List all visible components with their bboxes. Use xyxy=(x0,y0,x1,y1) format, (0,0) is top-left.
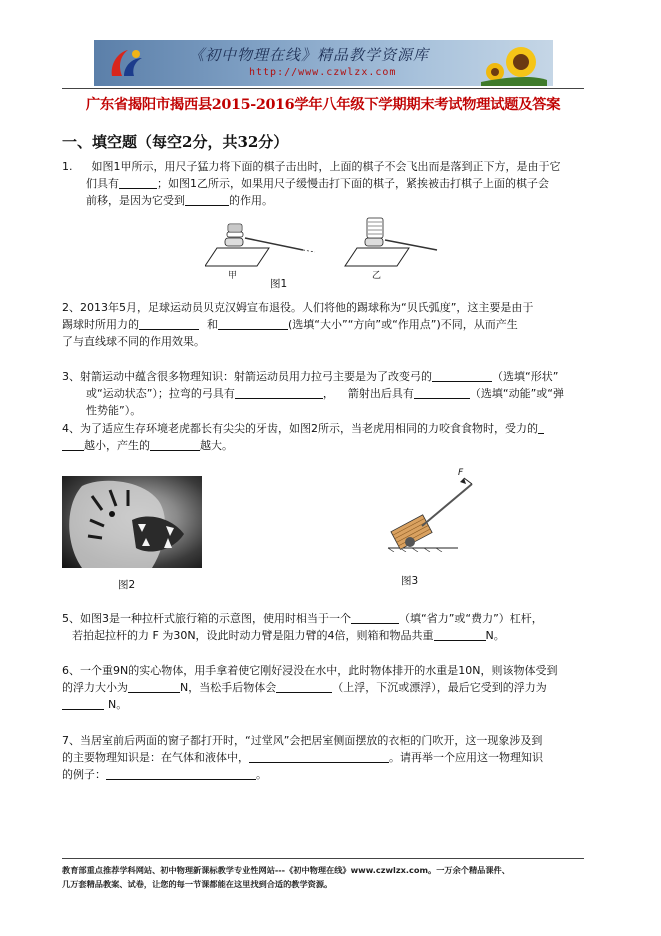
force-label: F xyxy=(458,468,464,478)
page-footer xyxy=(62,863,586,891)
question-3: 3、射箭运动中蕴含很多物理知识：射箭运动员用力拉弓主要是为了改变弓的 （选填“形状” 或“运动状态”）；拉弯的弓具有 ， 箭射出后具有 （选填“动能”或“弹 性势能”）。 xyxy=(62,370,565,417)
answer-blank[interactable] xyxy=(106,767,256,780)
header-rule xyxy=(62,88,584,89)
figure-2-caption: 图2 xyxy=(118,579,136,591)
question-5: 5、如图3是一种拉杆式旅行箱的示意图，使用时相当于一个 （填“省力”或“费力”）杠杆， 若拍起拉杆的力 F 为30N，设此时动力臂是阻力臂的4倍，则箱和物品共重 N。 xyxy=(62,612,543,642)
site-logo xyxy=(106,46,150,82)
figure-3-caption: 图3 xyxy=(401,575,419,587)
figure-1-caption: 图1 xyxy=(270,278,288,290)
answer-blank[interactable] xyxy=(185,193,229,206)
question-number: 7、 xyxy=(62,734,80,747)
question-7: 7、当居室前后两面的窗子都打开时，“过堂风”会把居室侧面摆放的衣柜的门吹开，这一现象涉及到 的主要物理知识是：在气体和液体中， 。请再举一个应用这一物理知识 的例子： 。 xyxy=(62,734,543,781)
banner-url[interactable]: http://www.czwlzx.com xyxy=(249,67,397,78)
figure-1-label-b: 乙 xyxy=(372,271,382,281)
figure-3-diagram xyxy=(386,468,478,552)
section-title: 一、填空题（每空2分，共32分） xyxy=(62,133,289,151)
question-1: 1. 如图1甲所示，用尺子猛力将下面的棋子击出时，上面的棋子不会飞出而是落到正下方，是由于它 们具有 ；如图1乙所示，如果用尺子缓慢击打下面的棋子，紧挨被击打棋子上面的棋子会 前移，是因为它受到 的作用。 xyxy=(62,160,561,207)
answer-blank[interactable] xyxy=(218,317,288,330)
answer-blank[interactable] xyxy=(235,386,323,399)
question-number: 2、 xyxy=(62,301,80,314)
figure-1-label-a: 甲 xyxy=(228,271,238,281)
answer-blank[interactable] xyxy=(351,611,399,624)
answer-blank[interactable] xyxy=(249,750,389,763)
question-number: 4、 xyxy=(62,422,80,435)
question-number: 1. xyxy=(62,160,73,173)
answer-blank[interactable] xyxy=(414,386,470,399)
answer-blank[interactable] xyxy=(62,697,104,710)
question-2: 2、2013年5月，足球运动员贝克汉姆宣布退役。人们将他的踢球称为“贝氏弧度”，这主要是由于 踢球时所用力的 和 (选填“大小”“方向”或“作用点”)不同，从而产生 了与直线球不同的作用效果。 xyxy=(62,301,534,348)
answer-blank[interactable] xyxy=(276,680,332,693)
footer-rule xyxy=(62,858,584,859)
answer-blank[interactable] xyxy=(128,680,180,693)
question-number: 3、 xyxy=(62,370,80,383)
answer-blank[interactable] xyxy=(432,369,492,382)
site-banner[interactable] xyxy=(94,40,553,86)
sunflower-icon xyxy=(481,42,547,86)
question-6: 6、一个重9N的实心物体，用手拿着使它刚好浸没在水中，此时物体排开的水重是10N，则该物体受到 的浮力大小为 N，当松手后物体会 （上浮，下沉或漂浮），最后它受到的浮力为 N。 xyxy=(62,664,558,711)
question-number: 6、 xyxy=(62,664,80,677)
banner-title: 《初中物理在线》精品教学资源库 xyxy=(189,46,430,64)
answer-blank[interactable] xyxy=(150,438,200,451)
answer-blank[interactable] xyxy=(62,438,84,451)
footer-line-2: 几万套精品教案、试卷，让您的每一节课都能在这里找到合适的教学资源。 xyxy=(62,879,333,889)
tiger-icon xyxy=(62,476,202,568)
figure-2-tiger-photo xyxy=(62,476,202,568)
answer-blank[interactable] xyxy=(119,176,157,189)
answer-blank[interactable] xyxy=(538,421,544,434)
answer-blank[interactable] xyxy=(139,317,199,330)
question-4: 4、为了适应生存环境老虎都长有尖尖的牙齿，如图2所示，当老虎用相同的力咬食食物时，受力的 越小，产生的 越大。 xyxy=(62,420,586,454)
footer-line-1: 教育部重点推荐学科网站、初中物理新课标教学专业性网站---《初中物理在线》www.czwlzx.com。一万余个精品课件、 xyxy=(62,865,510,875)
figure-1-diagram xyxy=(205,210,445,272)
question-number: 5、 xyxy=(62,612,80,625)
answer-blank[interactable] xyxy=(434,628,486,641)
page-title: 广东省揭阳市揭西县2015-2016学年八年级下学期期末考试物理试题及答案 xyxy=(85,96,561,113)
